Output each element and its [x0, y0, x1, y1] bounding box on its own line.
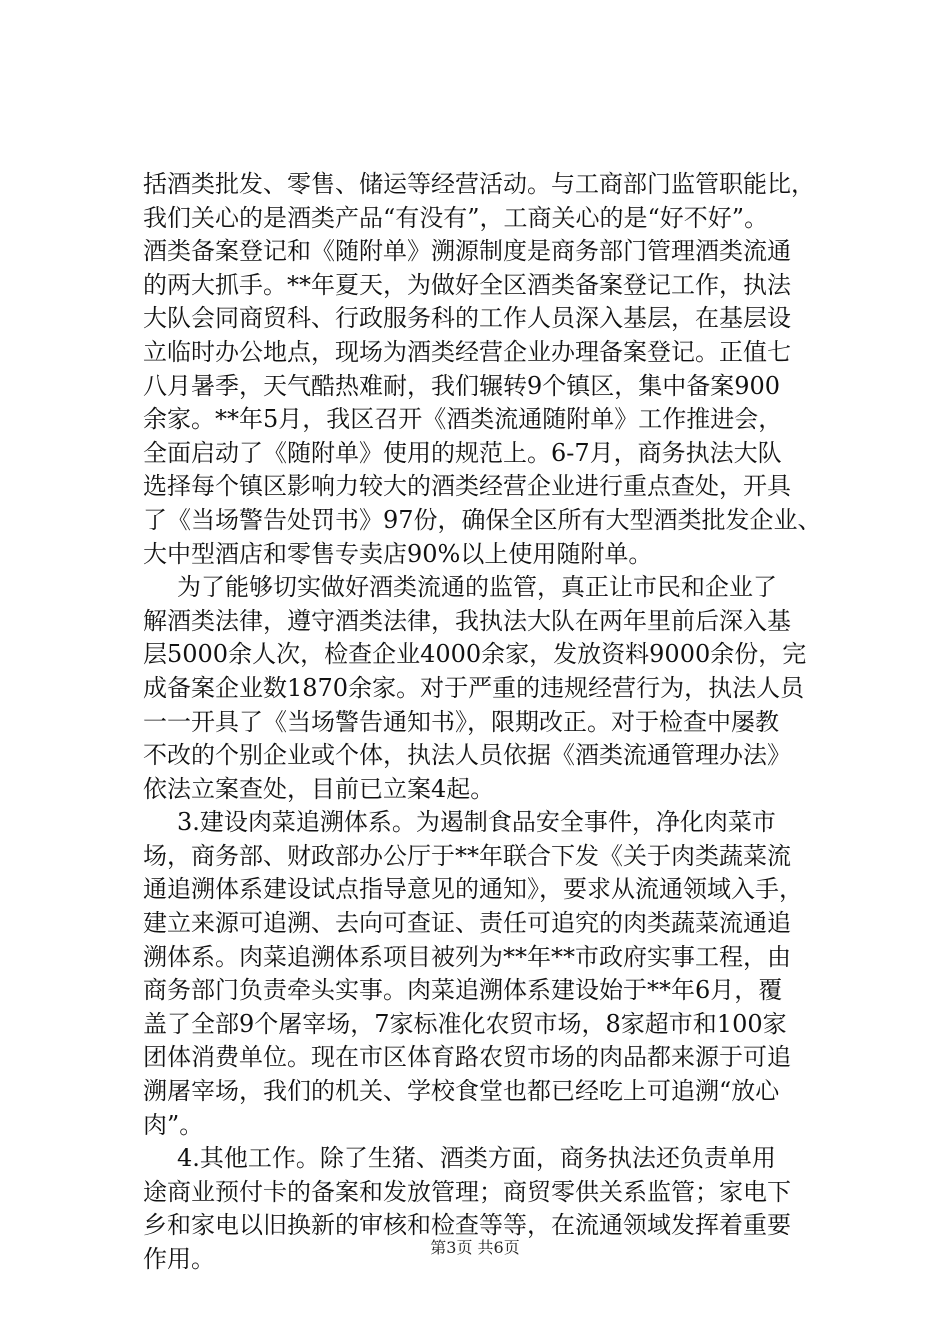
text-line: 肉”。	[143, 1110, 204, 1139]
text-line: 立临时办公地点，现场为酒类经营企业办理备案登记。正值七	[143, 337, 791, 366]
text-line: 作用。	[143, 1245, 215, 1273]
text-line: 层5000余人次，检查企业4000余家，发放资料9000余份，完	[143, 640, 807, 669]
text-line: 溯屠宰场，我们的机关、学校食堂也都已经吃上可追溯“放心	[143, 1077, 780, 1106]
text-line: 八月暑季，天气酷热难耐，我们辗转9个镇区，集中备案900	[143, 371, 781, 400]
text-line: 盖了全部9个屠宰场，7家标准化农贸市场，8家超市和100家	[143, 1009, 787, 1038]
text-line: 通追溯体系建设试点指导意见的通知》，要求从流通领域入手，	[143, 875, 803, 904]
text-line: 解酒类法律，遵守酒类法律，我执法大队在两年里前后深入基	[143, 606, 791, 635]
text-line: 团体消费单位。现在市区体育路农贸市场的肉品都来源于可追	[143, 1043, 791, 1072]
page-number-footer: 第3页 共6页	[430, 1238, 520, 1257]
text-line: 途商业预付卡的备案和发放管理；商贸零供关系监管；家电下	[143, 1177, 791, 1206]
text-line: 依法立案查处，目前已立案4起。	[143, 774, 495, 803]
text-line: 商务部门负责牵头实事。肉菜追溯体系建设始于**年6月，覆	[143, 976, 783, 1005]
text-line: 选择每个镇区影响力较大的酒类经营企业进行重点查处，开具	[143, 472, 791, 501]
text-line: 我们关心的是酒类产品“有没有”，工商关心的是“好不好”。	[143, 203, 769, 232]
paragraph-start-line: 4.其他工作。除了生猪、酒类方面，商务执法还负责单用	[177, 1144, 776, 1173]
text-line: 大队会同商贸科、行政服务科的工作人员深入基层，在基层设	[143, 304, 791, 333]
text-line: 大中型酒店和零售专卖店90%以上使用随附单。	[143, 539, 653, 568]
text-line: 了《当场警告处罚书》97份，确保全区所有大型酒类批发企业、	[143, 505, 822, 534]
text-line: 不改的个别企业或个体，执法人员依据《酒类流通管理办法》	[143, 741, 791, 770]
paragraph-start-line: 3.建设肉菜追溯体系。为遏制食品安全事件，净化肉菜市	[177, 808, 776, 837]
document-body	[143, 168, 833, 1277]
text-line: 酒类备案登记和《随附单》溯源制度是商务部门管理酒类流通	[143, 237, 791, 266]
text-line: 一一开具了《当场警告通知书》，限期改正。对于检查中屡教	[143, 707, 779, 736]
text-line: 溯体系。肉菜追溯体系项目被列为**年**市政府实事工程，由	[143, 942, 791, 971]
text-line: 全面启动了《随附单》使用的规范上。6-7月，商务执法大队	[143, 438, 782, 467]
text-line: 乡和家电以旧换新的审核和检查等等，在流通领域发挥着重要	[143, 1211, 791, 1240]
text-line: 建立来源可追溯、去向可查证、责任可追究的肉类蔬菜流通追	[143, 909, 791, 938]
text-line: 括酒类批发、零售、储运等经营活动。与工商部门监管职能比，	[143, 170, 815, 198]
text-line: 场，商务部、财政部办公厅于**年联合下发《关于肉类蔬菜流	[143, 841, 791, 870]
text-line: 的两大抓手。**年夏天，为做好全区酒类备案登记工作，执法	[143, 270, 791, 299]
text-line: 余家。**年5月，我区召开《酒类流通随附单》工作推进会，	[143, 405, 783, 434]
text-line: 成备案企业数1870余家。对于严重的违规经营行为，执法人员	[143, 673, 805, 702]
paragraph-start-line: 为了能够切实做好酒类流通的监管，真正让市民和企业了	[177, 573, 777, 602]
